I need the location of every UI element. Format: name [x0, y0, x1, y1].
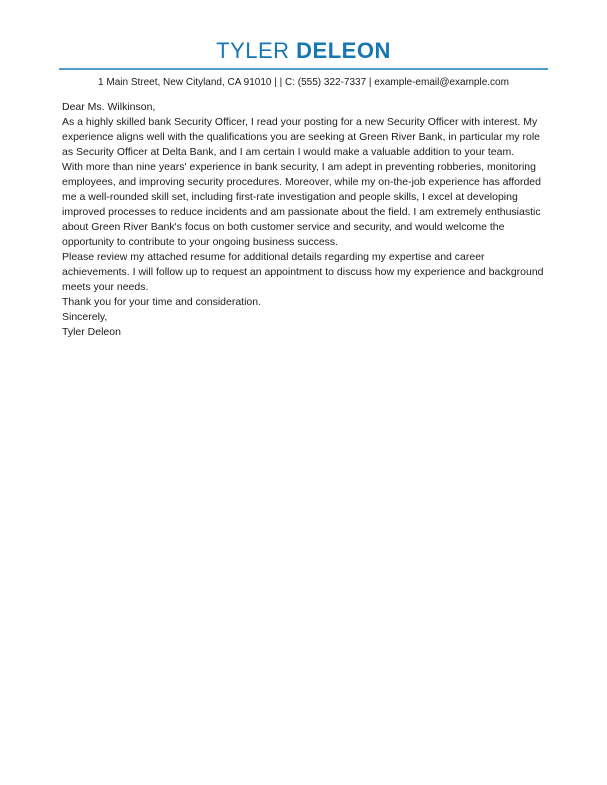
last-name: DELEON [296, 38, 391, 63]
paragraph-3: Please review my attached resume for additional details regarding my expertise and career achievements. I will follow up to request an appointment to discuss how my experience and background meets your needs. [62, 251, 544, 293]
paragraph-1: As a highly skilled bank Security Officer, I read your posting for a new Security Officer with interest. My experience aligns well with the qualifications you are seeking at Green River Bank, in particular my role as Security Officer at Delta Bank, and I am certain I would make a valuable addition to your team. [62, 116, 540, 158]
letter-body [0, 89, 607, 340]
letter-header [0, 0, 607, 89]
salutation: Dear Ms. Wilkinson, [62, 101, 156, 113]
contact-line: 1 Main Street, New Cityland, CA 91010 | | C: (555) 322-7337 | example-email@example.com [98, 77, 509, 88]
header-divider [59, 68, 548, 70]
thanks-line: Thank you for your time and consideration. [62, 296, 262, 308]
first-name: TYLER [216, 38, 290, 63]
valediction: Sincerely, [62, 311, 108, 323]
page-title [0, 39, 607, 62]
signature-name: Tyler Deleon [62, 326, 121, 338]
paragraph-2: With more than nine years' experience in bank security, I am adept in preventing robberies, monitoring employees, and improving security procedures. Moreover, while my on-the-job experience has afforded me a well-rounded skill set, including first-rate investigation and people skills, I excel at developing improved processes to reduce incidents and am passionate about the field. I am extremely enthusiastic about Green River Bank's focus on both customer service and security, and would welcome the opportunity to contribute to your ongoing business success. [62, 161, 541, 248]
